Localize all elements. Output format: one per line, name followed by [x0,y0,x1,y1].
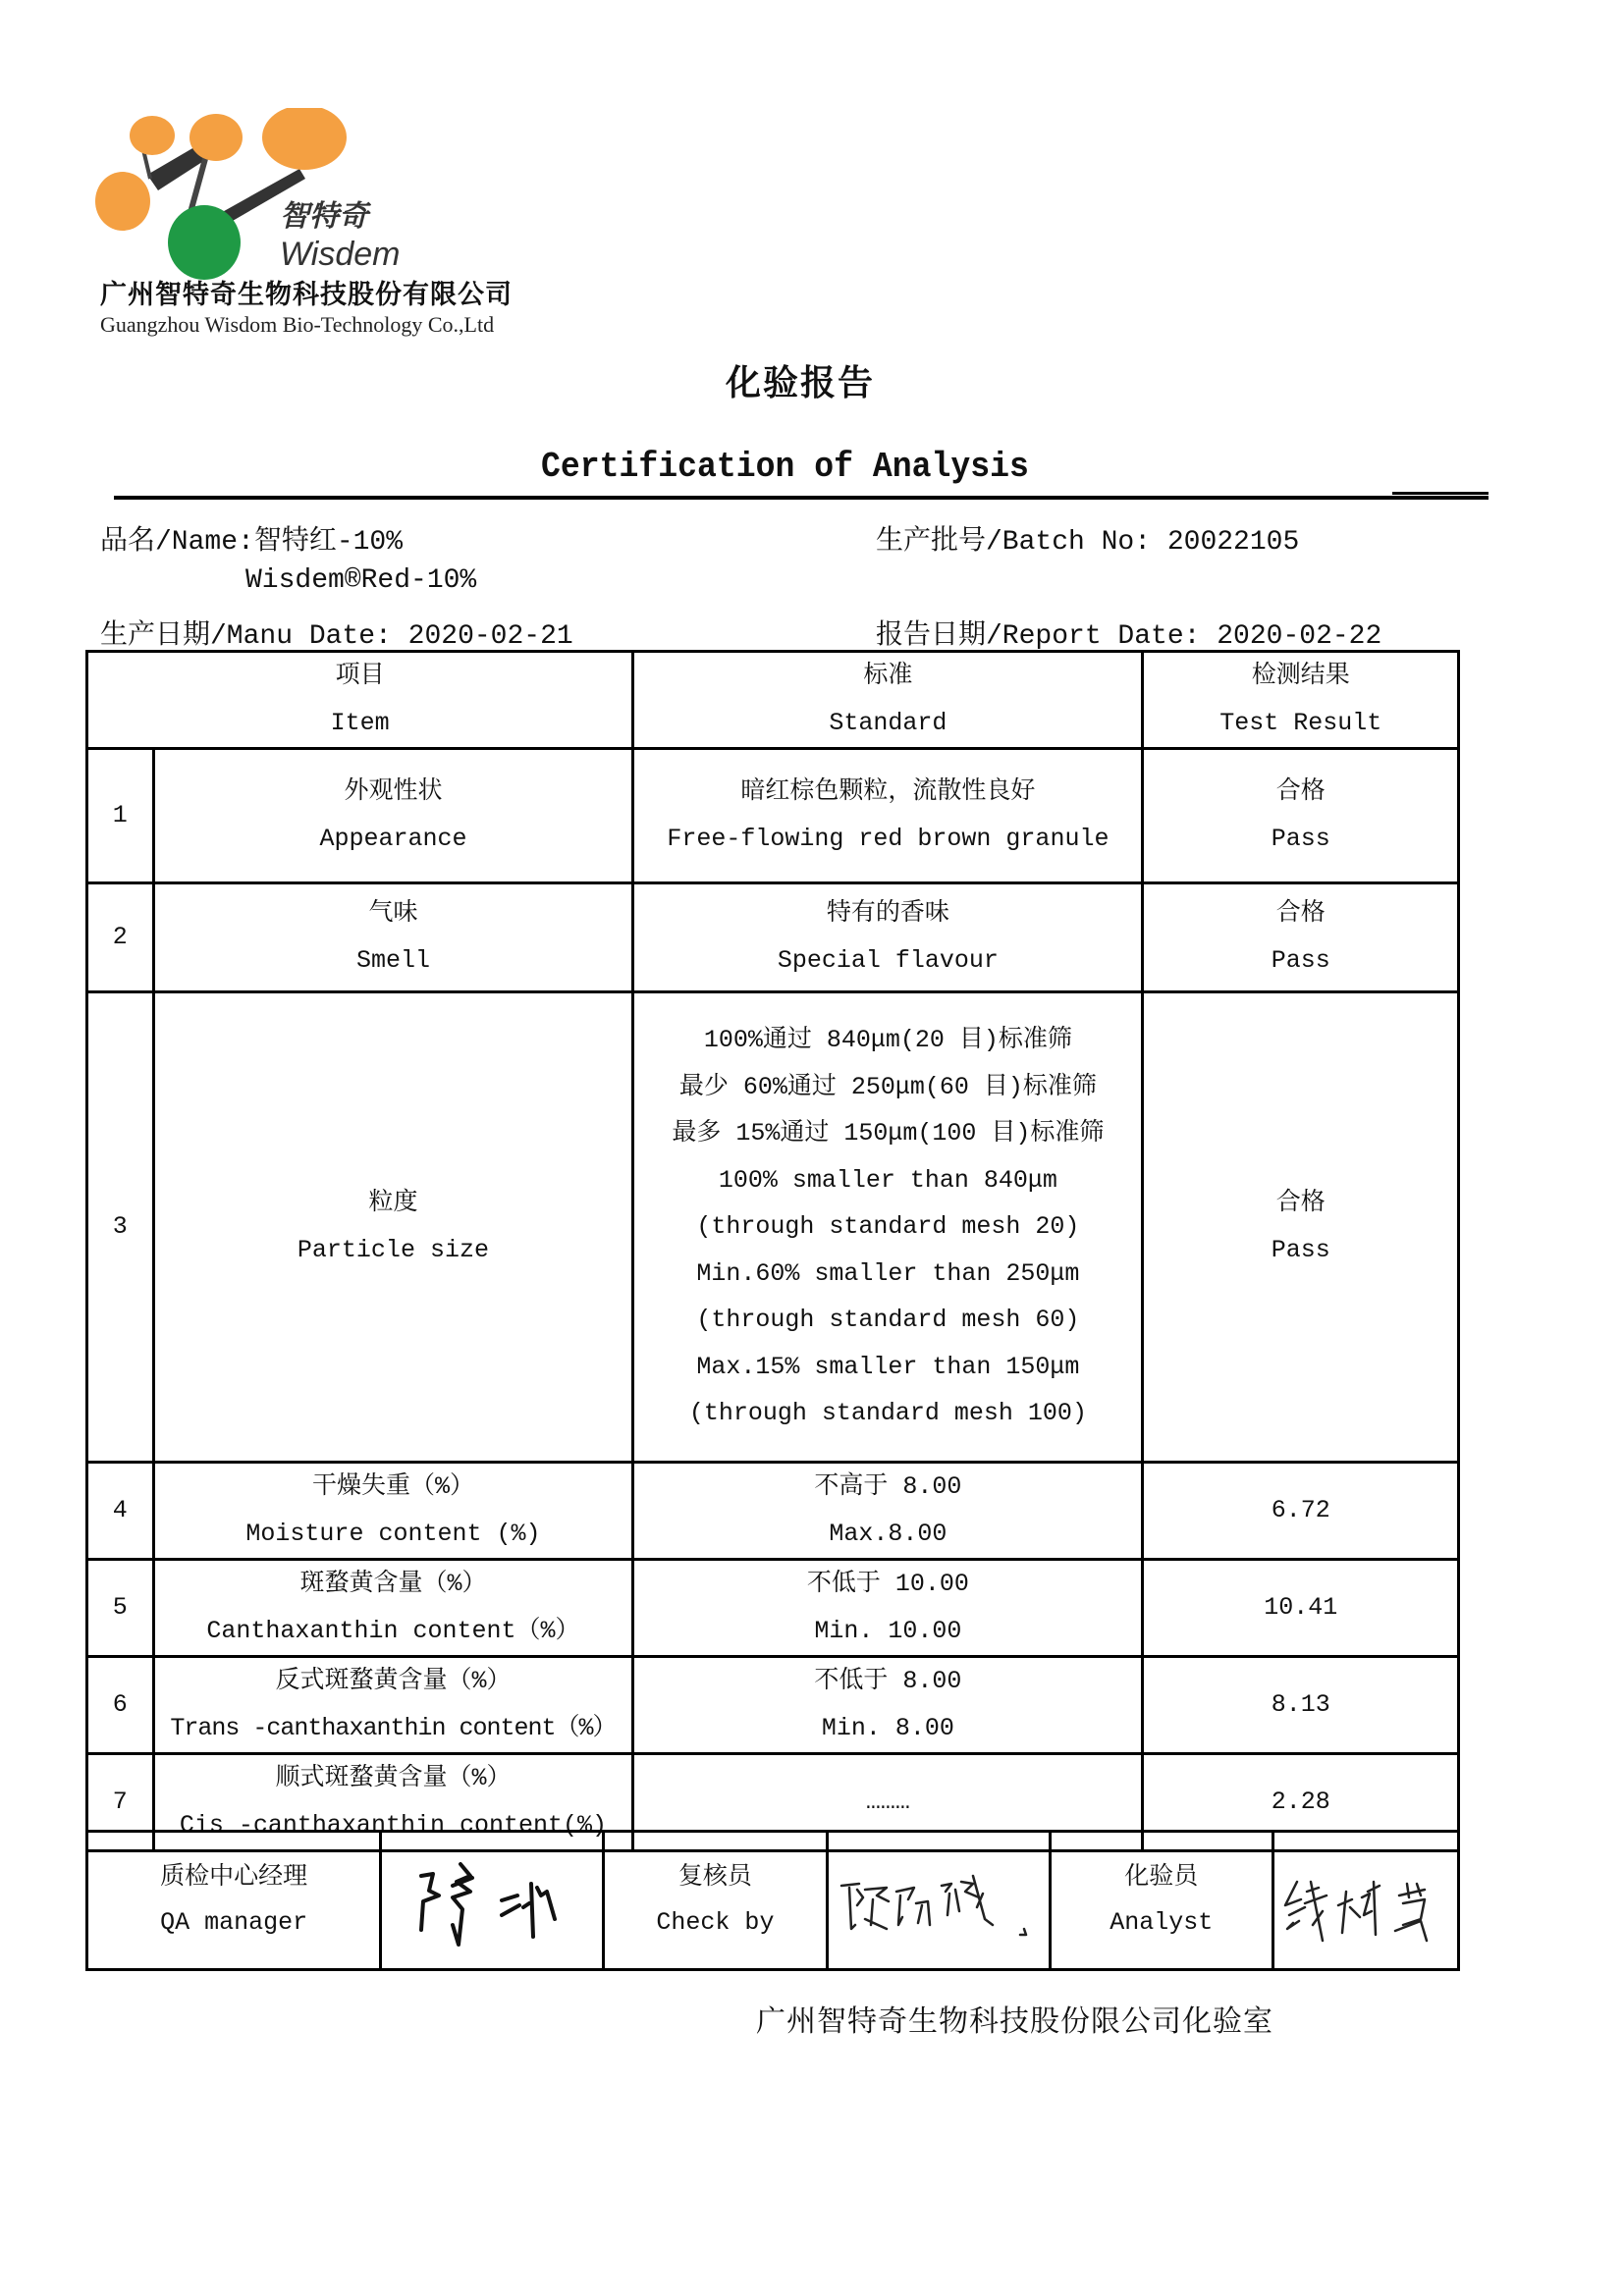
header-item [87,652,633,749]
row-item-cn: 粒度 [368,1189,418,1217]
row-item-en: Canthaxanthin content（%） [206,1617,580,1645]
row-standard-line: ……… [865,1788,910,1816]
row-standard-line: Min.60% smaller than 250μm [696,1258,1080,1288]
product-name-label: 品名/Name: [100,527,254,558]
qa-manager-cn: 质检中心经理 [160,1863,308,1892]
row-result-cn: 合格 [1275,777,1326,806]
header-result-en: Test Result [1219,709,1382,737]
report-date [876,613,1381,652]
row-standard [633,992,1143,1463]
row-result-en: Pass [1271,946,1330,975]
header-item-cn: 项目 [335,662,385,690]
title-divider-segment [1392,492,1489,495]
row-item-en: Particle size [297,1236,489,1264]
check-by-label [604,1832,827,1970]
analyst-signature-image [1277,1846,1454,1954]
logo-brand-en: Wisdem [280,236,401,273]
product-name-en: Wisdem®Red-10% [245,565,477,596]
signature-row [87,1832,1459,1970]
row-item-en: Appearance [319,825,467,853]
lab-name-footer: 广州智特奇生物科技股份限公司化验室 [756,2004,1273,2039]
row-item-cn: 干燥失重（%） [311,1472,474,1501]
row-item [153,1463,633,1560]
row-standard [633,1463,1143,1560]
row-item-cn: 外观性状 [344,777,443,806]
row-item [153,883,633,992]
row-standard-line: Special flavour [777,946,999,975]
analyst-en: Analyst [1110,1908,1214,1937]
row-result: 8.13 [1143,1657,1459,1754]
analyst-signature [1272,1832,1458,1970]
analyst-label [1050,1832,1272,1970]
title-divider [114,496,1489,500]
row-standard-line: Free-flowing red brown granule [667,825,1110,853]
row-standard-line: 暗红棕色颗粒，流散性良好 [740,777,1036,806]
logo-orange-dot-4 [95,172,150,231]
report-date-label: 报告日期/Report Date: [876,621,1201,652]
row-standard [633,749,1143,883]
row-item-cn: 气味 [368,899,418,928]
row-item-en: Trans -canthaxanthin content（%） [170,1714,617,1742]
batch-no [876,518,1299,558]
row-standard-line: Max.15% smaller than 150μm [696,1352,1080,1381]
row-result: 10.41 [1143,1560,1459,1657]
row-number: 1 [87,749,154,883]
row-standard-line: 不高于 8.00 [814,1472,962,1501]
row-result-cn: 合格 [1275,1189,1326,1217]
logo-orange-dot-1 [130,116,175,155]
table-row [87,1463,1459,1560]
logo-brand-cn: 智特奇 [280,199,368,234]
row-result-en: Pass [1271,825,1330,853]
row-result-cn: 合格 [1275,899,1326,928]
row-standard-line: Min. 10.00 [814,1617,962,1645]
batch-no-label: 生产批号/Batch No: [876,527,1152,558]
report-title-en [65,447,1559,487]
row-item-en: Moisture content (%) [245,1520,541,1548]
batch-no-value: 20022105 [1166,527,1300,558]
row-standard-line: (through standard mesh 60) [696,1306,1080,1335]
report-title-en-text: Certification of Analysis [540,447,1029,487]
row-standard-line: 不低于 8.00 [814,1667,962,1695]
row-standard-line: Min. 8.00 [821,1714,954,1742]
logo-orange-dot-3 [262,108,347,170]
qa-signature [381,1832,604,1970]
table-header-row [87,652,1459,749]
table-row [87,883,1459,992]
row-result [1143,992,1459,1463]
manu-date-value: 2020-02-21 [407,621,573,652]
row-result: 6.72 [1143,1463,1459,1560]
check-by-cn: 复核员 [677,1863,752,1892]
company-name-cn: 广州智特奇生物科技股份有限公司 [100,280,513,310]
row-standard-line: 100% smaller than 840μm [718,1165,1057,1195]
check-signature [827,1832,1050,1970]
row-standard [633,1560,1143,1657]
company-name-en: Guangzhou Wisdom Bio-Technology Co.,Ltd [100,312,495,337]
row-standard-line: 最多 15%通过 150μm(100 目)标准筛 [672,1119,1105,1148]
row-standard-line: 100%通过 840μm(20 目)标准筛 [703,1026,1072,1055]
row-number: 5 [87,1560,154,1657]
row-standard-line: (through standard mesh 100) [688,1399,1087,1428]
manu-date-label: 生产日期/Manu Date: [100,621,392,652]
header-result [1143,652,1459,749]
row-item-en: Smell [355,946,430,975]
row-number: 2 [87,883,154,992]
header-standard-cn: 标准 [863,662,913,690]
table-row [87,1560,1459,1657]
row-standard-line: (through standard mesh 20) [696,1212,1080,1242]
row-item-cn: 斑蝥黄含量（%） [299,1570,487,1598]
row-standard-line: Max.8.00 [829,1520,947,1548]
header-result-cn: 检测结果 [1251,662,1350,690]
row-standard [633,883,1143,992]
report-date-value: 2020-02-22 [1217,621,1382,652]
qa-manager-label [87,1832,381,1970]
analyst-signature-name: 钱树英 [1365,1949,1369,1950]
row-result: 2.28 [1143,1754,1459,1851]
row-item-en: Cis -canthaxanthin content(%) [179,1811,607,1840]
row-standard-line: 最少 60%通过 250μm(60 目)标准筛 [678,1072,1097,1101]
header-standard [633,652,1143,749]
row-number: 6 [87,1657,154,1754]
header-item-en: Item [330,709,390,737]
row-item [153,1560,633,1657]
product-name-cn: 智特红-10% [253,527,404,558]
signature-table [85,1830,1460,1971]
logo-green-dot [168,205,241,280]
row-result [1143,883,1459,992]
company-logo [93,108,417,280]
report-title-cn [0,355,1624,405]
row-number: 3 [87,992,154,1463]
table-row [87,1657,1459,1754]
qa-signature-image [394,1846,590,1954]
table-row [87,749,1459,883]
row-number: 4 [87,1463,154,1560]
row-item-cn: 顺式斑蝥黄含量（%） [275,1764,512,1792]
report-title-cn-text: 化验报告 [725,363,875,403]
qa-signature-name: 陈冰 [492,1949,495,1950]
row-standard-line: 特有的香味 [826,899,949,928]
row-standard-line: 不低于 10.00 [806,1570,969,1598]
row-standard [633,1657,1143,1754]
qa-manager-en: QA manager [160,1908,308,1937]
row-result-en: Pass [1271,1236,1330,1264]
row-result [1143,749,1459,883]
check-signature-name: 陈俊诚 [933,1949,937,1950]
check-by-en: Check by [656,1908,775,1937]
product-name [100,518,403,558]
analyst-cn: 化验员 [1124,1863,1199,1892]
manu-date [100,613,573,652]
analysis-table [85,650,1460,1852]
logo-orange-dot-2 [189,114,243,161]
row-number: 7 [87,1754,154,1851]
row-item-cn: 反式斑蝥黄含量（%） [275,1667,512,1695]
row-item [153,1657,633,1754]
header-standard-en: Standard [829,709,947,737]
table-row [87,992,1459,1463]
row-item [153,749,633,883]
row-item [153,992,633,1463]
check-signature-image [836,1846,1042,1954]
